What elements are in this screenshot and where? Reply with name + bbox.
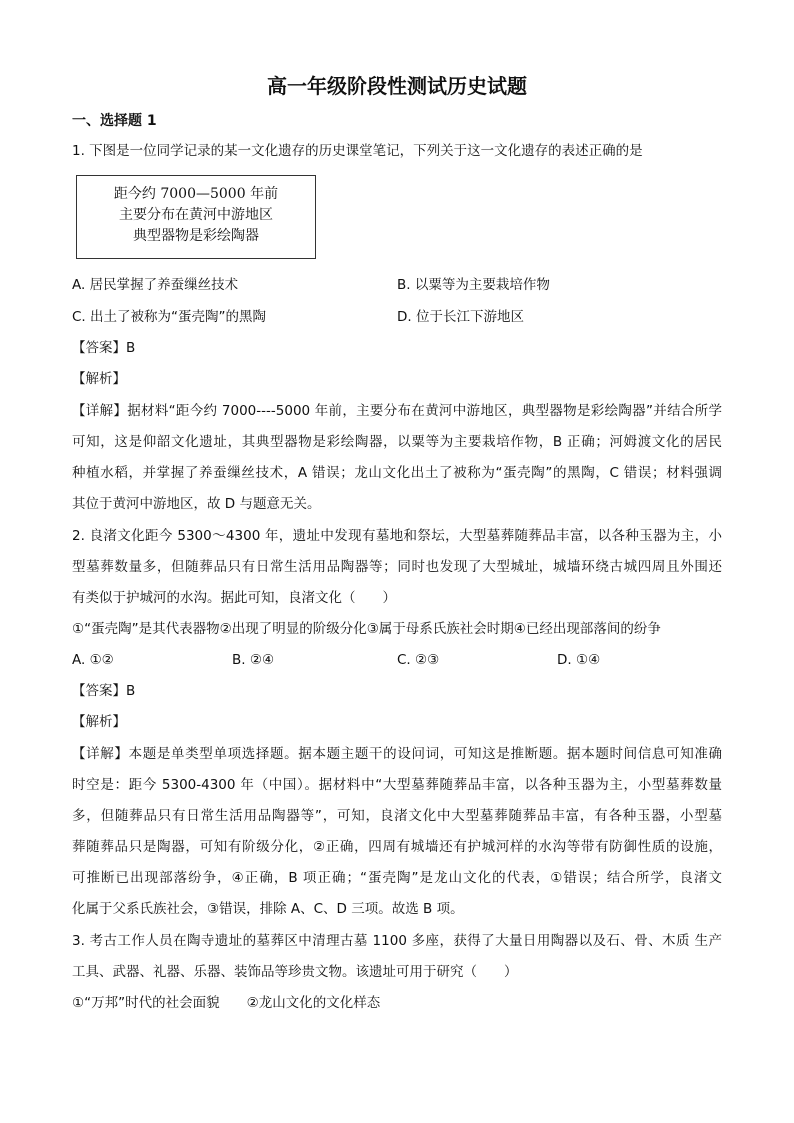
q3-stem-line: 工具、武器、礼器、乐器、装饰品等珍贵文物。该遗址可用于研究（ ） — [72, 964, 518, 980]
section-heading: 一、选择题 1 — [72, 113, 157, 129]
q2-detail-line: 可推断已出现部落纷争，④正确，B 项正确；“蛋壳陶”是龙山文化的代表，①错误；结合所学，良渚文 — [72, 870, 722, 886]
q3-stem-line: 3. 考古工作人员在陶寺遗址的墓葬区中清理古墓 1100 多座，获得了大量日用陶器以及石、骨、木质 生产 — [72, 933, 722, 949]
q1-option-c: C. 出土了被称为“蛋壳陶”的黑陶 — [72, 309, 266, 325]
q2-detail-line: 多，但随葬品只有日常生活用品陶器等”，可知，良渚文化中大型墓葬随葬品丰富，有各种玉器，小型墓 — [72, 808, 722, 824]
q1-option-a: A. 居民掌握了养蚕缫丝技术 — [72, 277, 239, 293]
q1-note-line: 距今约 7000—5000 年前 — [113, 186, 279, 202]
q1-note-line: 典型器物是彩绘陶器 — [133, 228, 259, 244]
q2-stem-line: 型墓葬数量多，但随葬品只有日常生活用品陶器等；同时也发现了大型城址，城墙环绕古城四周且外围还 — [72, 559, 722, 575]
q2-option-a: A. ①② — [72, 652, 114, 668]
q2-option-b: B. ②④ — [232, 652, 275, 668]
q2-detail-line: 化属于父系氏族社会，③错误，排除 A、C、D 三项。故选 B 项。 — [72, 901, 464, 917]
q2-stem-line: 2. 良渚文化距今 5300～4300 年，遗址中发现有墓地和祭坛，大型墓葬随葬品丰富，以各种玉器为主，小 — [72, 528, 722, 544]
q3-items: ①“万邦”时代的社会面貌 ②龙山文化的文化样态 — [72, 995, 381, 1011]
page-title: 高一年级阶段性测试历史试题 — [267, 74, 527, 98]
q2-stem-line: 有类似于护城河的水沟。据此可知，良渚文化（ ） — [72, 590, 396, 606]
q2-option-d: D. ①④ — [557, 652, 601, 668]
q1-detail-line: 种植水稻，并掌握了养蚕缫丝技术，A 错误；龙山文化出土了被称为“蛋壳陶”的黑陶，C 错误；材料强调 — [72, 465, 722, 481]
q1-detail-line: 其位于黄河中游地区，故 D 与题意无关。 — [72, 496, 321, 512]
q1-note-box — [76, 175, 316, 259]
q2-option-c: C. ②③ — [397, 652, 440, 668]
q2-detail-line: 【详解】本题是单类型单项选择题。据本题主题干的设问词，可知这是推断题。据本题时间信息可知准确 — [72, 746, 722, 762]
q1-note-line: 主要分布在黄河中游地区 — [119, 207, 273, 223]
q2-detail-line: 葬随葬品只是陶器，可知有阶级分化，②正确，四周有城墙还有护城河样的水沟等带有防御性质的设施， — [72, 839, 722, 855]
q1-option-d: D. 位于长江下游地区 — [397, 309, 524, 325]
q2-items: ①“蛋壳陶”是其代表器物②出现了明显的阶级分化③属于母系氏族社会时期④已经出现部落间的纷争 — [72, 621, 661, 637]
q1-detail-line: 【详解】据材料“距今约 7000----5000 年前，主要分布在黄河中游地区，典型器物是彩绘陶器”并结合所学 — [72, 403, 722, 419]
q1-answer: 【答案】B — [72, 340, 136, 356]
q1-analysis-label: 【解析】 — [72, 371, 126, 387]
q1-stem: 1. 下图是一位同学记录的某一文化遗存的历史课堂笔记，下列关于这一文化遗存的表述正确的是 — [72, 143, 643, 159]
q1-option-b: B. 以粟等为主要栽培作物 — [397, 277, 550, 293]
q2-detail-line: 时空是：距今 5300-4300 年（中国）。据材料中“大型墓葬随葬品丰富，以各种玉器为主，小型墓葬数量 — [72, 777, 722, 793]
q2-answer: 【答案】B — [72, 683, 136, 699]
q2-analysis-label: 【解析】 — [72, 714, 126, 730]
q1-detail-line: 可知，这是仰韶文化遗址，其典型器物是彩绘陶器，以粟等为主要栽培作物，B 正确；河姆渡文化的居民 — [72, 434, 722, 450]
